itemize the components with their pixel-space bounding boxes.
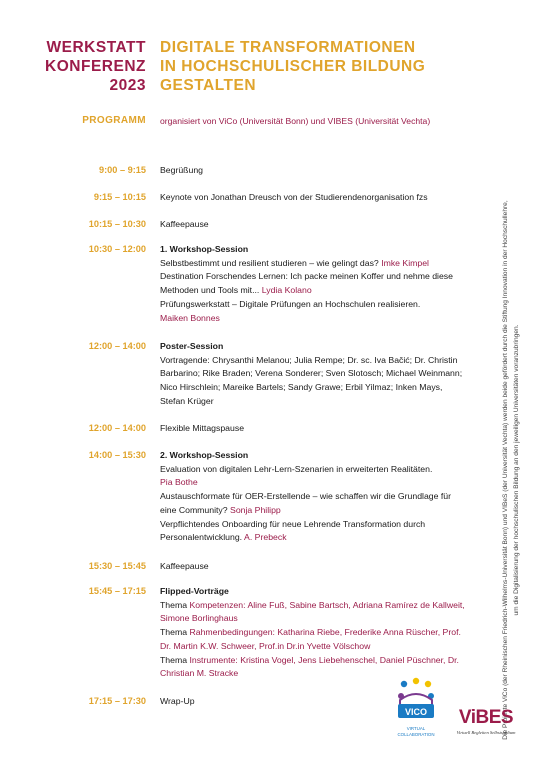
speaker-name: Aline Fuß, Sabine Bartsch, Adriana Ramírez de Kallweit, Simone Borlinghaus [160, 599, 465, 624]
session-text: Kaffeepause [160, 561, 209, 571]
session-title: Flipped-Vorträge [160, 586, 229, 596]
session-block [160, 449, 465, 545]
workshop-title: Prüfungswerkstatt – Digitale Prüfungen an Hochschulen realisieren. [160, 298, 421, 309]
workshop-title: Verpflichtendes Onboarding für neue Lehrende Transformation durch Personalentwicklung. [160, 518, 426, 543]
workshop-title: Selbstbestimmt und resilient studieren – wie gelingt das? [160, 257, 379, 268]
vico-logo-sub: COLLABORATION [397, 732, 435, 737]
topic-name: Rahmenbedingungen: [189, 627, 275, 638]
workshop-item [160, 257, 465, 271]
vibes-logo-name: ViBES [458, 707, 514, 728]
speaker-name: A. Prebeck [244, 532, 287, 543]
vibes-logo-sub: Virtuell Begleiten Selbststudium [456, 730, 516, 735]
topic-line: DIGITALE TRANSFORMATIONEN [160, 39, 416, 56]
workshop-item [160, 298, 465, 325]
topic-name: Kompetenzen: [189, 599, 246, 610]
time-slot: 10:15 – 10:30 [88, 219, 146, 229]
session-block [160, 585, 465, 681]
speaker-name: Lydia Kolano [261, 285, 312, 296]
time-slot: 15:30 – 15:45 [88, 561, 146, 571]
time-slot: 9:15 – 10:15 [93, 192, 146, 202]
session-title: 1. Workshop-Session [160, 244, 249, 254]
vico-logo-dot [425, 681, 431, 687]
workshop-item [160, 463, 465, 490]
vico-logo-dot [413, 678, 419, 684]
topic-name: Instrumente: [189, 654, 238, 665]
vico-logo-sub: VIRTUAL [406, 726, 426, 731]
presenter-list: Vortragende: Chrysanthi Melanou; Julia Rempe; Dr. sc. Iva Bačić; Dr. Christin Barbarino; Rike Braden; Verena Sonderer; Sven Slotosch; Michael Weinmann; Nico Hirschlein; Mareike Bartels; Sandy Grawe; Erbil Yilmaz; Inken Mays, Stefan Krüger [160, 354, 463, 406]
speaker-name: Katharina Riebe, Frederike Anna Rüscher, Prof. Dr. Martin K.W. Schweer, Prof.in Dr.in Yvette Völschow [160, 627, 461, 651]
session-text: Wrap-Up [160, 696, 195, 706]
topic-label: Thema [160, 654, 188, 665]
vibes-logo [456, 693, 516, 741]
topic-label: Thema [160, 627, 188, 638]
time-slot: 14:00 – 15:30 [88, 450, 146, 460]
time-slot: 17:15 – 17:30 [88, 696, 146, 706]
vico-logo-dot [401, 681, 407, 687]
topic-line: IN HOCHSCHULISCHER BILDUNG [160, 58, 426, 75]
topic-line: GESTALTEN [160, 77, 257, 94]
session-text: Begrüßung [160, 165, 203, 175]
speaker-name: Pia Bothe [160, 477, 198, 488]
workshop-item [160, 490, 465, 517]
speaker-name: Kristina Vogel, Jens Liebehenschel, Daniel Püschner, Dr. Christian M. Stracke [160, 654, 459, 679]
organizer-text: organisiert von ViCo (Universität Bonn) und VIBES (Universität Vechta) [160, 116, 431, 126]
session-text: Keynote von Jonathan Dreusch von der Studierendenorganisation fzs [160, 192, 428, 202]
conference-topic [160, 38, 425, 95]
flipped-item [160, 599, 465, 626]
workshop-title: Evaluation von digitalen Lehr-Lern-Szenarien in erweiterten Realitäten. [160, 463, 433, 474]
topic-label: Thema [160, 599, 188, 610]
workshop-title: Austauschformate für OER-Erstellende – wie schaffen wir die Grundlage für eine Community? [160, 491, 452, 515]
time-slot: 9:00 – 9:15 [99, 165, 146, 175]
program-label: PROGRAMM [82, 115, 146, 126]
event-title-line: WERKSTATT [46, 39, 146, 56]
time-slot: 12:00 – 14:00 [88, 341, 146, 351]
vico-logo-name: VICO [404, 707, 428, 717]
event-year: 2023 [109, 77, 146, 94]
flipped-item [160, 626, 465, 653]
time-slot: 15:45 – 17:15 [88, 586, 146, 596]
speaker-name: Maiken Bonnes [160, 312, 220, 323]
session-text: Kaffeepause [160, 219, 209, 229]
session-block [160, 243, 465, 325]
event-title-line: KONFERENZ [45, 58, 146, 75]
time-slot: 10:30 – 12:00 [88, 244, 146, 254]
vico-logo [396, 676, 436, 742]
workshop-title: Destination Forschendes Lernen: Ich packe meinen Koffer und nehme diese Methoden und Tools mit... [160, 271, 453, 296]
session-title: Poster-Session [160, 341, 224, 351]
workshop-item [160, 518, 465, 545]
workshop-item [160, 270, 465, 297]
session-title: 2. Workshop-Session [160, 450, 249, 460]
time-slot: 12:00 – 14:00 [88, 423, 146, 433]
speaker-name: Imke Kimpel [381, 257, 429, 268]
session-text: Flexible Mittagspause [160, 423, 245, 433]
funding-note: Die Projekte ViCo (der Rheinischen Friedrich-Wilhelms-Universität Bonn) und VIBeS (der Universität Vechta) werden beide gefördert durch die Stiftung Innovation in der Hochschullehre, um die Digitalisierung der hochschulischen Bildung an den jeweiligen Universitäten voranzubringen. [502, 200, 520, 740]
speaker-name: Sonja Philipp [230, 504, 281, 515]
session-block [160, 340, 465, 409]
event-title [40, 38, 146, 95]
